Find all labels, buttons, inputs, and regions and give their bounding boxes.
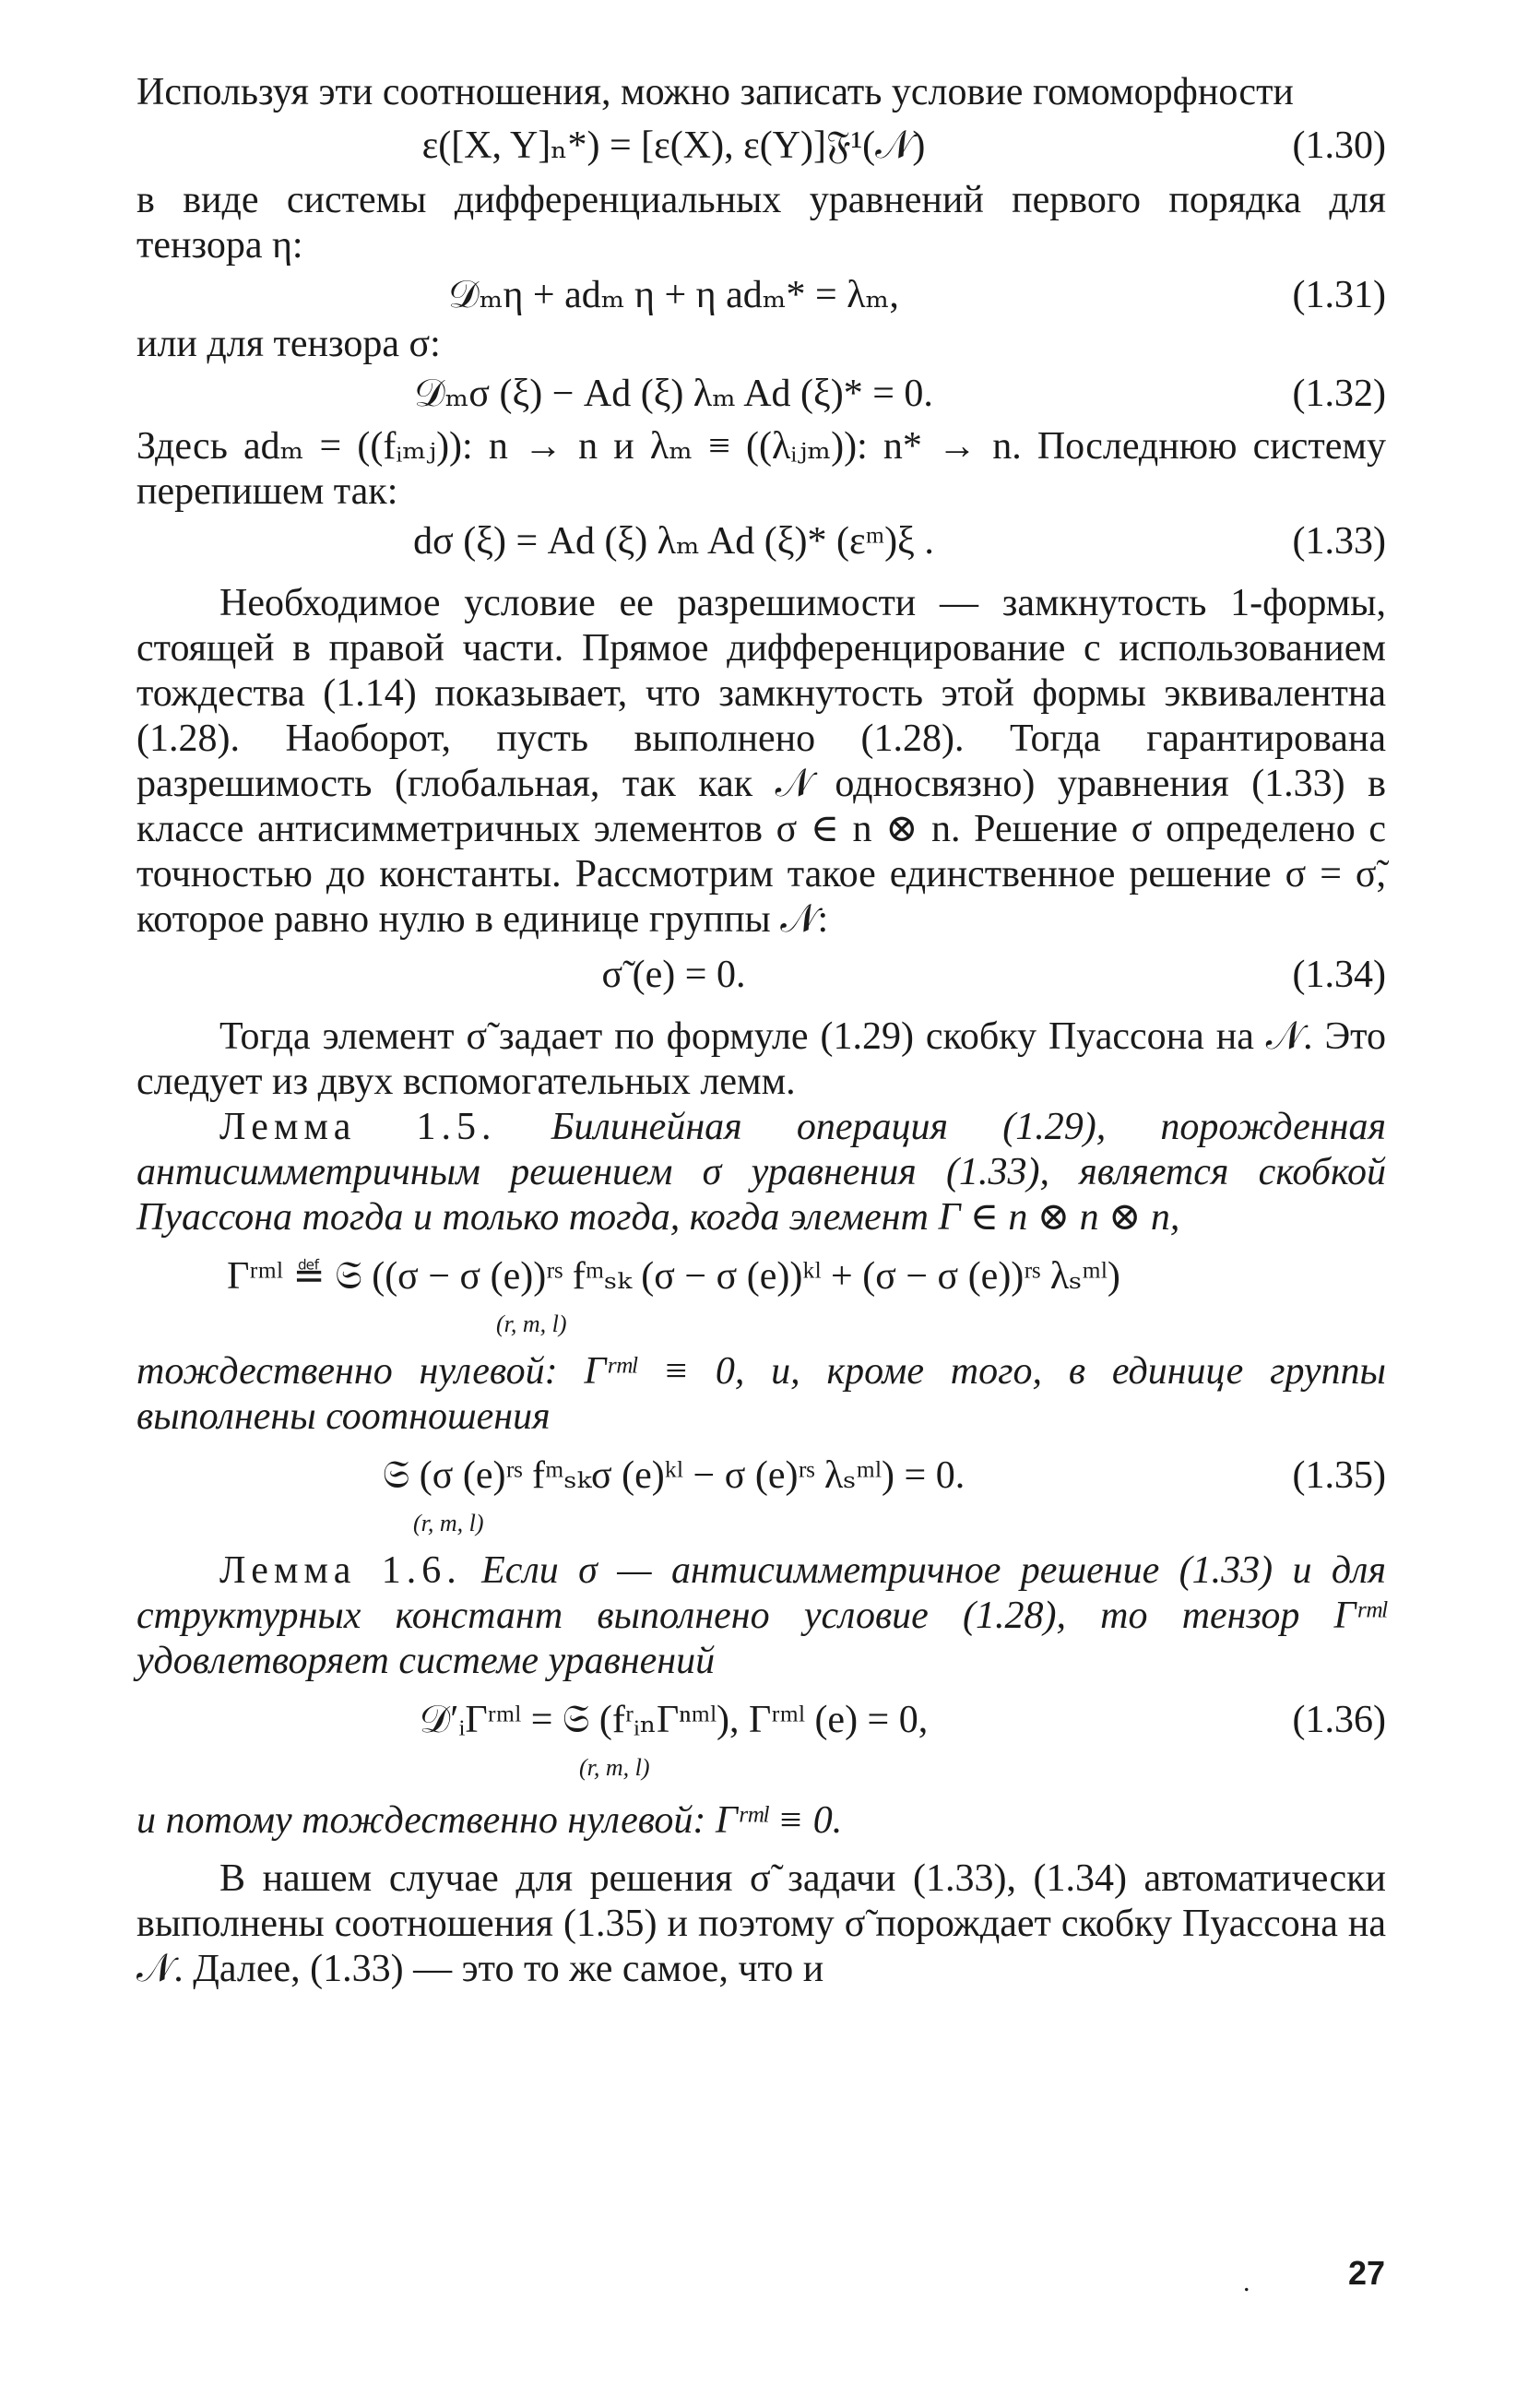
equation-1-32 bbox=[136, 367, 1386, 421]
equation-formula: 𝒟ₘη + adₘ η + η adₘ* = λₘ, bbox=[448, 274, 899, 316]
stray-dot: . bbox=[1243, 2267, 1250, 2297]
equation-formula: Γʳᵐˡ ≝ 𝔖 ((σ − σ (e))ʳˢ fᵐₛₖ (σ − σ (e))ᵏˡ + (σ − σ (e))ʳˢ λₛᵐˡ) bbox=[227, 1255, 1120, 1298]
equation-formula: dσ (ξ) = Ad (ξ) λₘ Ad (ξ)* (εᵐ)ξ . bbox=[413, 520, 934, 563]
equation-1-36 bbox=[136, 1684, 1386, 1784]
equation-1-34 bbox=[136, 948, 1386, 1002]
lemma-1-5 bbox=[136, 1105, 1386, 1240]
equation-1-30 bbox=[136, 119, 1386, 172]
paragraph-therefore: и потому тождественно нулевой: Γʳᵐˡ ≡ 0. bbox=[136, 1799, 843, 1842]
equation-1-33 bbox=[136, 515, 1386, 568]
equation-subscript: (r, m, l) bbox=[579, 1754, 650, 1781]
equation-gamma bbox=[136, 1240, 1386, 1340]
equation-1-35 bbox=[136, 1440, 1386, 1539]
equation-subscript: (r, m, l) bbox=[496, 1311, 567, 1337]
lemma-label: Лемма 1.6. bbox=[219, 1549, 462, 1592]
lemma-label: Лемма 1.5. bbox=[219, 1106, 497, 1148]
equation-formula: ε([X, Y]ₙ*) = [ε(X), ε(Y)]𝔉¹(𝒩) bbox=[421, 125, 926, 167]
paragraph-solvability: Необходимое условие ее разрешимости — замкнутость 1-формы, стоящей в правой части. Прямое дифференцирование с использованием тождества (1.14) показывает, что замкнутость этой формы эквивалентна (1.28). Наоборот, пусть выполнено (1.28). Тогда гарантирована разрешимость (глобальная, так как 𝒩 односвязно) уравнения (1.33) в классе антисимметричных элементов σ ∈ n ⊗ n. Решение σ определено с точностью до константы. Рассмотрим такое единственное решение σ = σ̃, которое равно нулю в единице группы 𝒩: bbox=[136, 582, 1386, 941]
equation-number: (1.30) bbox=[1292, 125, 1386, 167]
equation-number: (1.33) bbox=[1292, 520, 1386, 563]
equation-1-31 bbox=[136, 268, 1386, 322]
equation-formula: σ̃ (e) = 0. bbox=[601, 954, 746, 996]
equation-number: (1.34) bbox=[1292, 954, 1386, 996]
paragraph-element: Тогда элемент σ̃ задает по формуле (1.29) скобку Пуассона на 𝒩. Это следует из двух вспомогательных лемм. bbox=[136, 1015, 1386, 1103]
page-body bbox=[136, 70, 1386, 1992]
page-number: 27 bbox=[1347, 2254, 1385, 2292]
equation-number: (1.31) bbox=[1292, 274, 1386, 316]
equation-formula: 𝒟′ᵢΓʳᵐˡ = 𝔖 (fʳᵢₙΓⁿᵐˡ), Γʳᵐˡ (e) = 0, bbox=[419, 1699, 929, 1741]
lemma-text: Если σ — антисимметричное решение (1.33) и для структурных констант выполнено условие (1.28), то тензор Γʳᵐˡ удовлетворяет системе уравнений bbox=[136, 1549, 1386, 1682]
lemma-text: Билинейная операция (1.29), порожденная антисимметричным решением σ уравнения (1.33), является скобкой Пуассона тогда и только тогда, когда элемент Γ ∈ n ⊗ n ⊗ n, bbox=[136, 1106, 1387, 1239]
paragraph-sigma: или для тензора σ: bbox=[136, 323, 441, 365]
equation-formula: 𝔖 (σ (e)ʳˢ fᵐₛₖσ (e)ᵏˡ − σ (e)ʳˢ λₛᵐˡ) = 0. bbox=[382, 1454, 965, 1497]
equation-subscript: (r, m, l) bbox=[413, 1510, 484, 1536]
paragraph-intro: Используя эти соотношения, можно записать условие гомоморфности bbox=[136, 71, 1294, 113]
lemma-1-6 bbox=[136, 1548, 1386, 1684]
equation-number: (1.35) bbox=[1292, 1454, 1386, 1497]
equation-number: (1.36) bbox=[1292, 1699, 1386, 1741]
paragraph-system: в виде системы дифференциальных уравнений первого порядка для тензора η: bbox=[136, 179, 1386, 267]
paragraph-here: Здесь adₘ = ((fᵢₘⱼ)): n → n и λₘ ≡ ((λᵢⱼₘ)): n* → n. Последнюю систему перепишем так: bbox=[136, 425, 1386, 513]
paragraph-identically-zero: тождественно нулевой: Γʳᵐˡ ≡ 0, и, кроме того, в единице группы выполнены соотношения bbox=[136, 1350, 1386, 1438]
paragraph-our-case: В нашем случае для решения σ̃ задачи (1.33), (1.34) автоматически выполнены соотношения (1.35) и поэтому σ̃ порождает скобку Пуассона на 𝒩. Далее, (1.33) — это то же самое, что и bbox=[136, 1857, 1386, 1990]
equation-number: (1.32) bbox=[1292, 373, 1386, 415]
equation-formula: 𝒟ₘσ (ξ) − Ad (ξ) λₘ Ad (ξ)* = 0. bbox=[414, 373, 933, 415]
